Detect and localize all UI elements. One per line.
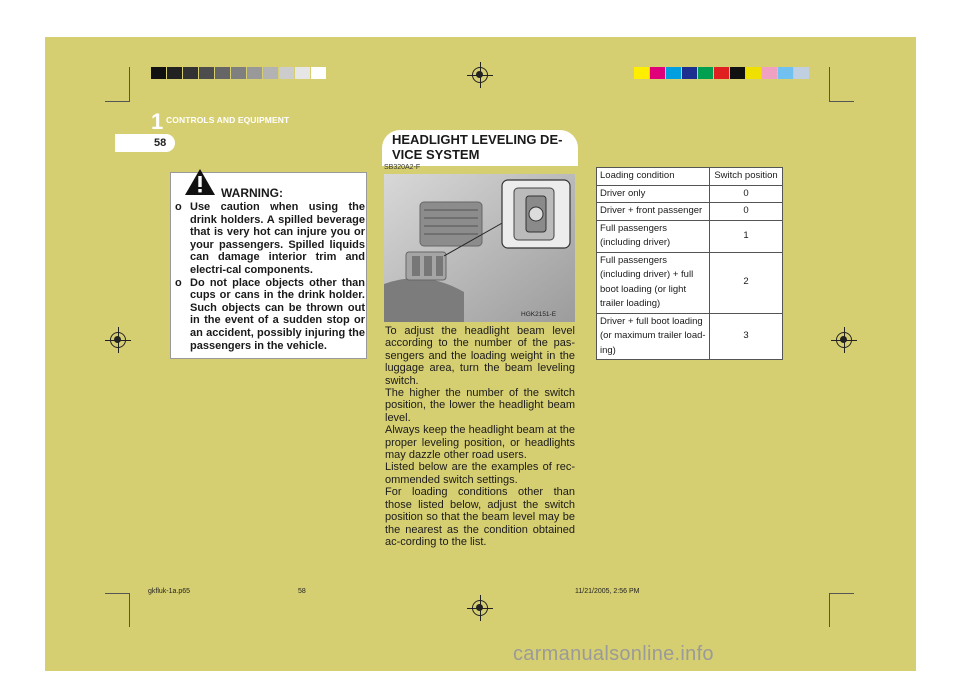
warning-item-text: Do not place objects other than cups or cans in the drink holder. Such objects can be thrown out in the event of a sudden stop or an accident, possibly injuring the passengers in the vehicle. [190, 276, 365, 352]
chapter-title: CONTROLS AND EQUIPMENT [166, 115, 290, 125]
table-cell-position: 2 [710, 252, 783, 313]
table-header-cell: Switch position [710, 168, 783, 186]
calibration-swatch [231, 67, 246, 79]
calibration-swatch [746, 67, 761, 79]
body-text [385, 325, 575, 548]
watermark: carmanualsonline.info [513, 643, 714, 665]
calibration-swatch [183, 67, 198, 79]
calibration-swatch [263, 67, 278, 79]
calibration-swatch [682, 67, 697, 79]
table-cell-position: 3 [710, 313, 783, 360]
paragraph: Always keep the headlight beam at the proper leveling position, or headlights may dazzle other road users. [385, 424, 575, 462]
table-cell-condition: Driver + front passenger [597, 203, 710, 221]
table-cell-condition: Driver + full boot loading (or maximum trailer load-ing) [597, 313, 710, 360]
image-code: HGK2151-E [521, 311, 557, 318]
table-header-cell: Loading condition [597, 168, 710, 186]
dashboard-illustration [384, 174, 575, 322]
registration-mark-icon [472, 600, 488, 616]
calibration-swatch [199, 67, 214, 79]
warning-title: WARNING: [221, 186, 283, 200]
calibration-swatch [167, 67, 182, 79]
warning-triangle-icon [184, 168, 216, 196]
table-header-row [597, 168, 783, 186]
chapter-number: 1 [151, 109, 164, 134]
calibration-swatch [730, 67, 745, 79]
page-number: 58 [154, 137, 167, 149]
registration-mark-icon [836, 332, 852, 348]
table-row [597, 252, 783, 313]
warning-item [175, 277, 365, 353]
table-cell-condition: Driver only [597, 185, 710, 203]
calibration-swatch [794, 67, 809, 79]
table-cell-position: 0 [710, 203, 783, 221]
crop-mark [829, 67, 830, 101]
table-row [597, 203, 783, 221]
crop-mark [129, 593, 130, 627]
paragraph: Listed below are the examples of rec-ommended switch settings. [385, 461, 575, 486]
calibration-swatch [311, 67, 326, 79]
headlight-leveling-switch-photo [384, 174, 575, 322]
calibration-swatch [295, 67, 310, 79]
section-title: HEADLIGHT LEVELING DE-VICE SYSTEM [392, 132, 563, 162]
warning-item-text: Use caution when using the drink holders. A spilled beverage that is very hot can injure you or your passengers. Spilled liquids can damage interior trim and electri-cal components. [190, 201, 365, 276]
warning-item [175, 201, 365, 277]
calibration-swatch [151, 67, 166, 79]
crop-mark [829, 593, 854, 594]
table-row [597, 313, 783, 360]
paragraph: For loading conditions other than those listed below, adjust the switch position so that the beam level may be the nearest as the condition obtained ac-cording to the list. [385, 486, 575, 548]
registration-mark-icon [472, 67, 488, 83]
calibration-swatch [698, 67, 713, 79]
footer-file: gkfluk-1a.p65 [148, 588, 191, 595]
color-calibration-bar [634, 67, 810, 79]
table-cell-condition: Full passengers (including driver) + full boot loading (or light trailer loading) [597, 252, 710, 313]
crop-mark [829, 593, 830, 627]
footer-timestamp: 11/21/2005, 2:56 PM [575, 588, 640, 595]
calibration-swatch [650, 67, 665, 79]
table-cell-condition: Full passengers (including driver) [597, 220, 710, 252]
calibration-swatch [634, 67, 649, 79]
table-row [597, 185, 783, 203]
crop-mark [105, 593, 130, 594]
crop-mark [105, 101, 130, 102]
table-cell-position: 0 [710, 185, 783, 203]
calibration-swatch [247, 67, 262, 79]
calibration-swatch [714, 67, 729, 79]
calibration-swatch [215, 67, 230, 79]
crop-mark [829, 101, 854, 102]
crop-mark [129, 67, 130, 101]
calibration-swatch [778, 67, 793, 79]
table-cell-position: 1 [710, 220, 783, 252]
calibration-swatch [279, 67, 294, 79]
paragraph: The higher the number of the switch position, the lower the headlight beam level. [385, 387, 575, 424]
section-code: SB320A2-F [384, 164, 421, 171]
bullet: o [175, 276, 182, 289]
table-row [597, 220, 783, 252]
grayscale-calibration-bar [151, 67, 327, 79]
warning-list [175, 201, 365, 352]
footer-page: 58 [298, 588, 306, 595]
switch-position-table [596, 167, 783, 360]
registration-mark-icon [110, 332, 126, 348]
calibration-swatch [762, 67, 777, 79]
paragraph: To adjust the headlight beam level according to the number of the pas-sengers and the loading weight in the luggage area, turn the beam leveling switch. [385, 325, 575, 387]
bullet: o [175, 201, 182, 213]
calibration-swatch [666, 67, 681, 79]
